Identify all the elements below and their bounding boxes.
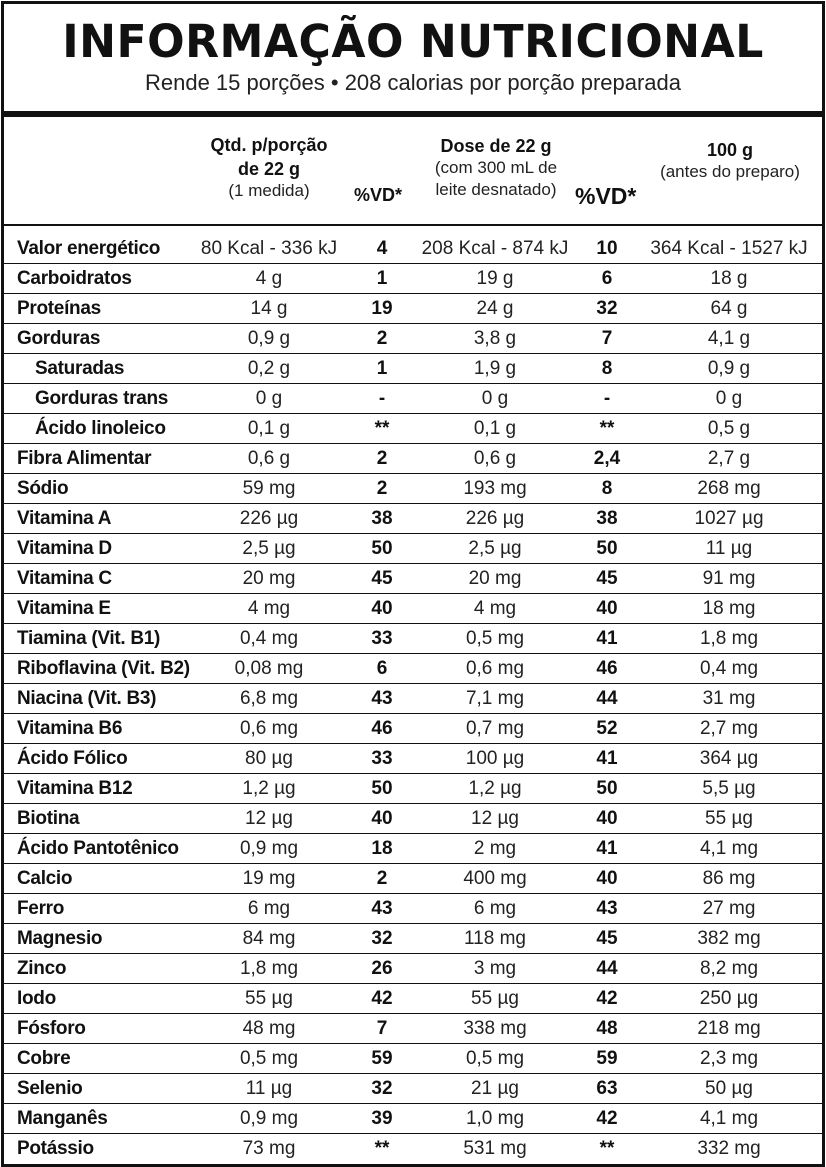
vd2-header: %VD* bbox=[575, 183, 637, 209]
qty-per-portion: 0,9 g bbox=[247, 328, 291, 349]
qty-per-portion: 59 mg bbox=[242, 478, 296, 499]
qty-per-100g: 8,2 mg bbox=[699, 958, 759, 979]
vd-per-portion: 2 bbox=[376, 868, 388, 889]
vd-per-portion: 43 bbox=[371, 688, 393, 709]
vd-per-dose: 2,4 bbox=[593, 448, 621, 469]
vd-per-portion: ** bbox=[374, 1138, 390, 1159]
nutrient-name: Gorduras bbox=[17, 328, 101, 349]
nutrient-table bbox=[4, 234, 822, 1163]
qty-per-portion: 80 Kcal - 336 kJ bbox=[200, 238, 338, 259]
qty-per-100g: 332 mg bbox=[697, 1138, 761, 1159]
label-subtitle: Rende 15 porções • 208 calorias por porção preparada bbox=[144, 70, 682, 95]
qty-per-portion: 0,4 mg bbox=[239, 628, 299, 649]
table-row bbox=[4, 984, 822, 1014]
qty-per-portion: 6,8 mg bbox=[239, 688, 299, 709]
nutrient-name: Proteínas bbox=[17, 298, 101, 319]
vd-per-dose: 42 bbox=[596, 1108, 618, 1129]
table-row bbox=[4, 1104, 822, 1134]
qty-per-dose: 100 µg bbox=[465, 748, 525, 769]
col1-header-line1: Qtd. p/porção bbox=[210, 135, 328, 155]
qty-per-100g: 2,7 g bbox=[707, 448, 751, 469]
nutrient-name: Vitamina A bbox=[17, 508, 112, 529]
qty-per-dose: 0,5 mg bbox=[465, 628, 525, 649]
vd-per-dose: ** bbox=[599, 418, 615, 439]
nutrient-name: Ácido Pantotênico bbox=[17, 838, 179, 859]
nutrient-name: Riboflavina (Vit. B2) bbox=[17, 658, 190, 679]
table-row bbox=[4, 774, 822, 804]
qty-per-dose: 400 mg bbox=[463, 868, 527, 889]
vd-per-portion: 1 bbox=[376, 268, 388, 289]
qty-per-dose: 118 mg bbox=[464, 928, 526, 949]
vd-per-dose: 43 bbox=[596, 898, 618, 919]
vd-per-dose: 40 bbox=[596, 598, 618, 619]
vd-per-portion: 40 bbox=[371, 808, 393, 829]
qty-per-dose: 531 mg bbox=[463, 1138, 527, 1159]
col3-header-line1: 100 g bbox=[706, 140, 754, 160]
qty-per-dose: 55 µg bbox=[471, 988, 519, 1009]
qty-per-dose: 21 µg bbox=[471, 1078, 519, 1099]
qty-per-portion: 0,1 g bbox=[247, 418, 291, 439]
qty-per-portion: 80 µg bbox=[245, 748, 293, 769]
nutrient-name: Sódio bbox=[17, 478, 69, 499]
qty-per-dose: 20 mg bbox=[468, 568, 522, 589]
qty-per-100g: 268 mg bbox=[697, 478, 761, 499]
nutrient-name: Manganês bbox=[17, 1108, 108, 1129]
qty-per-portion: 73 mg bbox=[242, 1138, 296, 1159]
vd1-header: %VD* bbox=[354, 185, 403, 205]
qty-per-dose: 2 mg bbox=[473, 838, 517, 859]
nutrient-name: Cobre bbox=[17, 1048, 71, 1069]
qty-per-portion: 226 µg bbox=[239, 508, 299, 529]
qty-per-dose: 208 Kcal - 874 kJ bbox=[421, 238, 569, 259]
vd-per-dose: 50 bbox=[596, 538, 618, 559]
qty-per-portion: 0,6 g bbox=[247, 448, 291, 469]
qty-per-dose: 0 g bbox=[481, 388, 509, 409]
qty-per-dose: 2,5 µg bbox=[468, 538, 522, 559]
vd-per-portion: 59 bbox=[371, 1048, 393, 1069]
qty-per-portion: 0,08 mg bbox=[234, 658, 304, 679]
table-row bbox=[4, 384, 822, 414]
qty-per-portion: 84 mg bbox=[242, 928, 296, 949]
table-row bbox=[4, 864, 822, 894]
qty-per-portion: 0,2 g bbox=[247, 358, 291, 379]
vd-per-dose: 52 bbox=[596, 718, 618, 739]
vd-per-dose: 8 bbox=[601, 478, 613, 499]
vd-per-portion: 32 bbox=[371, 1078, 393, 1099]
vd-per-dose: 40 bbox=[596, 808, 618, 829]
table-row bbox=[4, 954, 822, 984]
qty-per-100g: 2,7 mg bbox=[699, 718, 759, 739]
qty-per-100g: 4,1 mg bbox=[699, 1108, 759, 1129]
qty-per-portion: 55 µg bbox=[245, 988, 293, 1009]
vd-per-portion: 32 bbox=[371, 928, 393, 949]
qty-per-100g: 4,1 g bbox=[707, 328, 751, 349]
table-row bbox=[4, 444, 822, 474]
vd-per-dose: 44 bbox=[596, 958, 618, 979]
vd-per-portion: 1 bbox=[376, 358, 388, 379]
qty-per-100g: 50 µg bbox=[705, 1078, 753, 1099]
vd-per-dose: 63 bbox=[596, 1078, 618, 1099]
qty-per-dose: 0,6 g bbox=[473, 448, 517, 469]
nutrient-name: Ácido linoleico bbox=[35, 418, 166, 439]
table-row bbox=[4, 834, 822, 864]
vd-per-portion: - bbox=[378, 388, 386, 409]
qty-per-100g: 27 mg bbox=[702, 898, 756, 919]
qty-per-100g: 18 mg bbox=[702, 598, 756, 619]
nutrient-name: Ácido Fólico bbox=[17, 748, 128, 769]
vd-per-dose: 8 bbox=[601, 358, 613, 379]
qty-per-100g: 250 µg bbox=[699, 988, 759, 1009]
table-row bbox=[4, 654, 822, 684]
vd-per-portion: 45 bbox=[371, 568, 393, 589]
nutrient-name: Valor energético bbox=[17, 238, 161, 259]
table-row bbox=[4, 1014, 822, 1044]
qty-per-portion: 14 g bbox=[250, 298, 288, 319]
qty-per-dose: 226 µg bbox=[465, 508, 525, 529]
table-row bbox=[4, 354, 822, 384]
vd-per-dose: 48 bbox=[596, 1018, 618, 1039]
qty-per-dose: 0,6 mg bbox=[465, 658, 525, 679]
nutrient-name: Zinco bbox=[17, 958, 67, 979]
col3-header bbox=[640, 139, 820, 183]
vd-per-dose: 41 bbox=[596, 838, 618, 859]
qty-per-100g: 5,5 µg bbox=[702, 778, 756, 799]
vd-per-portion: 33 bbox=[371, 748, 393, 769]
col2-header-line3: leite desnatado) bbox=[435, 180, 557, 199]
qty-per-portion: 19 mg bbox=[242, 868, 296, 889]
qty-per-portion: 0 g bbox=[255, 388, 283, 409]
nutrient-name: Biotina bbox=[17, 808, 80, 829]
qty-per-portion: 20 mg bbox=[242, 568, 296, 589]
qty-per-100g: 0,9 g bbox=[707, 358, 751, 379]
qty-per-100g: 364 µg bbox=[699, 748, 759, 769]
vd-per-dose: - bbox=[603, 388, 611, 409]
qty-per-dose: 0,7 mg bbox=[465, 718, 525, 739]
nutrient-name: Carboidratos bbox=[17, 268, 132, 289]
qty-per-100g: 64 g bbox=[710, 298, 748, 319]
vd-per-portion: 50 bbox=[371, 538, 393, 559]
qty-per-portion: 1,8 mg bbox=[239, 958, 299, 979]
qty-per-dose: 1,2 µg bbox=[468, 778, 522, 799]
col1-header bbox=[194, 133, 344, 201]
qty-per-100g: 55 µg bbox=[705, 808, 753, 829]
qty-per-portion: 4 mg bbox=[247, 598, 291, 619]
vd-per-dose: ** bbox=[599, 1138, 615, 1159]
qty-per-100g: 1027 µg bbox=[694, 508, 764, 529]
qty-per-100g: 31 mg bbox=[702, 688, 756, 709]
vd-per-portion: 18 bbox=[371, 838, 393, 859]
nutrient-name: Vitamina E bbox=[17, 598, 111, 619]
vd-per-dose: 45 bbox=[596, 568, 618, 589]
vd-per-dose: 40 bbox=[596, 868, 618, 889]
nutrient-name: Vitamina B12 bbox=[17, 778, 133, 799]
table-row bbox=[4, 474, 822, 504]
qty-per-portion: 0,6 mg bbox=[239, 718, 299, 739]
col3-header-line2: (antes do preparo) bbox=[660, 162, 800, 181]
qty-per-100g: 0,5 g bbox=[707, 418, 751, 439]
qty-per-100g: 1,8 mg bbox=[699, 628, 759, 649]
vd-per-portion: 40 bbox=[371, 598, 393, 619]
table-row bbox=[4, 564, 822, 594]
qty-per-portion: 0,9 mg bbox=[239, 838, 299, 859]
table-row bbox=[4, 414, 822, 444]
table-row bbox=[4, 804, 822, 834]
col2-header-line1: Dose de 22 g bbox=[440, 136, 552, 156]
vd-per-portion: 26 bbox=[371, 958, 393, 979]
vd-per-portion: 4 bbox=[376, 238, 388, 259]
nutrient-name: Vitamina B6 bbox=[17, 718, 123, 739]
nutrient-name: Niacina (Vit. B3) bbox=[17, 688, 157, 709]
vd-per-portion: 50 bbox=[371, 778, 393, 799]
col2-header bbox=[412, 135, 580, 201]
table-row bbox=[4, 894, 822, 924]
table-row bbox=[4, 234, 822, 264]
col1-header-line2: de 22 g bbox=[237, 159, 301, 179]
vd-per-portion: 6 bbox=[376, 658, 388, 679]
qty-per-portion: 2,5 µg bbox=[242, 538, 296, 559]
vd-per-portion: 38 bbox=[371, 508, 393, 529]
vd-per-dose: 42 bbox=[596, 988, 618, 1009]
table-row bbox=[4, 1044, 822, 1074]
table-row bbox=[4, 504, 822, 534]
qty-per-dose: 24 g bbox=[476, 298, 514, 319]
qty-per-100g: 0,4 mg bbox=[699, 658, 759, 679]
nutrient-name: Fósforo bbox=[17, 1018, 86, 1039]
qty-per-100g: 2,3 mg bbox=[699, 1048, 759, 1069]
qty-per-portion: 4 g bbox=[255, 268, 283, 289]
vd-per-dose: 7 bbox=[601, 328, 613, 349]
vd-per-dose: 50 bbox=[596, 778, 618, 799]
qty-per-100g: 0 g bbox=[715, 388, 743, 409]
vd-per-portion: 42 bbox=[371, 988, 393, 1009]
vd-per-dose: 10 bbox=[596, 238, 618, 259]
qty-per-portion: 48 mg bbox=[242, 1018, 296, 1039]
vd-per-portion: 46 bbox=[371, 718, 393, 739]
table-row bbox=[4, 744, 822, 774]
qty-per-dose: 12 µg bbox=[471, 808, 519, 829]
table-row bbox=[4, 534, 822, 564]
table-row bbox=[4, 264, 822, 294]
qty-per-100g: 382 mg bbox=[697, 928, 761, 949]
qty-per-100g: 86 mg bbox=[702, 868, 756, 889]
nutrient-name: Calcio bbox=[17, 868, 73, 889]
vd-per-portion: ** bbox=[374, 418, 390, 439]
qty-per-dose: 7,1 mg bbox=[465, 688, 525, 709]
nutrient-name: Potássio bbox=[17, 1138, 94, 1159]
table-row bbox=[4, 294, 822, 324]
qty-per-portion: 0,5 mg bbox=[239, 1048, 299, 1069]
col2-header-line2: (com 300 mL de bbox=[434, 158, 558, 177]
qty-per-dose: 338 mg bbox=[463, 1018, 527, 1039]
table-row bbox=[4, 1074, 822, 1104]
qty-per-dose: 0,5 mg bbox=[465, 1048, 525, 1069]
qty-per-portion: 0,9 mg bbox=[239, 1108, 299, 1129]
qty-per-dose: 3,8 g bbox=[473, 328, 517, 349]
column-header bbox=[4, 117, 822, 224]
table-row bbox=[4, 1134, 822, 1163]
vd-per-portion: 19 bbox=[371, 298, 393, 319]
qty-per-dose: 3 mg bbox=[473, 958, 517, 979]
vd-per-portion: 2 bbox=[376, 328, 388, 349]
qty-per-dose: 19 g bbox=[476, 268, 514, 289]
table-row bbox=[4, 324, 822, 354]
nutrient-name: Fibra Alimentar bbox=[17, 448, 152, 469]
nutrient-name: Vitamina C bbox=[17, 568, 112, 589]
nutrition-label bbox=[1, 1, 825, 1167]
vd-per-portion: 43 bbox=[371, 898, 393, 919]
qty-per-100g: 91 mg bbox=[702, 568, 756, 589]
vd-per-portion: 7 bbox=[376, 1018, 388, 1039]
nutrient-name: Iodo bbox=[17, 988, 56, 1009]
vd-per-portion: 2 bbox=[376, 478, 388, 499]
qty-per-100g: 218 mg bbox=[697, 1018, 761, 1039]
table-row bbox=[4, 624, 822, 654]
vd-per-dose: 41 bbox=[596, 628, 618, 649]
vd-per-dose: 45 bbox=[596, 928, 618, 949]
qty-per-100g: 18 g bbox=[710, 268, 748, 289]
qty-per-100g: 4,1 mg bbox=[699, 838, 759, 859]
table-row bbox=[4, 594, 822, 624]
vd-per-portion: 33 bbox=[371, 628, 393, 649]
vd-per-portion: 39 bbox=[371, 1108, 393, 1129]
nutrient-name: Saturadas bbox=[35, 358, 125, 379]
qty-per-dose: 0,1 g bbox=[473, 418, 517, 439]
nutrient-name: Gorduras trans bbox=[35, 388, 169, 409]
vd-per-dose: 44 bbox=[596, 688, 618, 709]
vd-per-dose: 46 bbox=[596, 658, 618, 679]
vd-per-portion: 2 bbox=[376, 448, 388, 469]
qty-per-dose: 193 mg bbox=[463, 478, 527, 499]
vd-per-dose: 32 bbox=[596, 298, 618, 319]
qty-per-portion: 11 µg bbox=[245, 1078, 293, 1099]
table-row bbox=[4, 684, 822, 714]
nutrient-name: Magnesio bbox=[17, 928, 103, 949]
qty-per-portion: 6 mg bbox=[247, 898, 291, 919]
qty-per-100g: 364 Kcal - 1527 kJ bbox=[650, 238, 808, 259]
header-divider bbox=[4, 224, 822, 226]
qty-per-portion: 1,2 µg bbox=[242, 778, 296, 799]
qty-per-dose: 1,0 mg bbox=[465, 1108, 525, 1129]
qty-per-dose: 6 mg bbox=[473, 898, 517, 919]
table-row bbox=[4, 714, 822, 744]
nutrient-name: Selenio bbox=[17, 1078, 83, 1099]
nutrient-name: Tiamina (Vit. B1) bbox=[17, 628, 161, 649]
vd-per-dose: 59 bbox=[596, 1048, 618, 1069]
table-row bbox=[4, 924, 822, 954]
qty-per-dose: 1,9 g bbox=[473, 358, 517, 379]
col1-header-line3: (1 medida) bbox=[228, 181, 310, 200]
nutrient-name: Ferro bbox=[17, 898, 65, 919]
qty-per-100g: 11 µg bbox=[705, 538, 753, 559]
nutrient-name: Vitamina D bbox=[17, 538, 112, 559]
label-title: INFORMAÇÃO NUTRICIONAL bbox=[62, 15, 764, 68]
vd-per-dose: 38 bbox=[596, 508, 618, 529]
qty-per-dose: 4 mg bbox=[473, 598, 517, 619]
vd-per-dose: 6 bbox=[601, 268, 613, 289]
vd-per-dose: 41 bbox=[596, 748, 618, 769]
qty-per-portion: 12 µg bbox=[245, 808, 293, 829]
